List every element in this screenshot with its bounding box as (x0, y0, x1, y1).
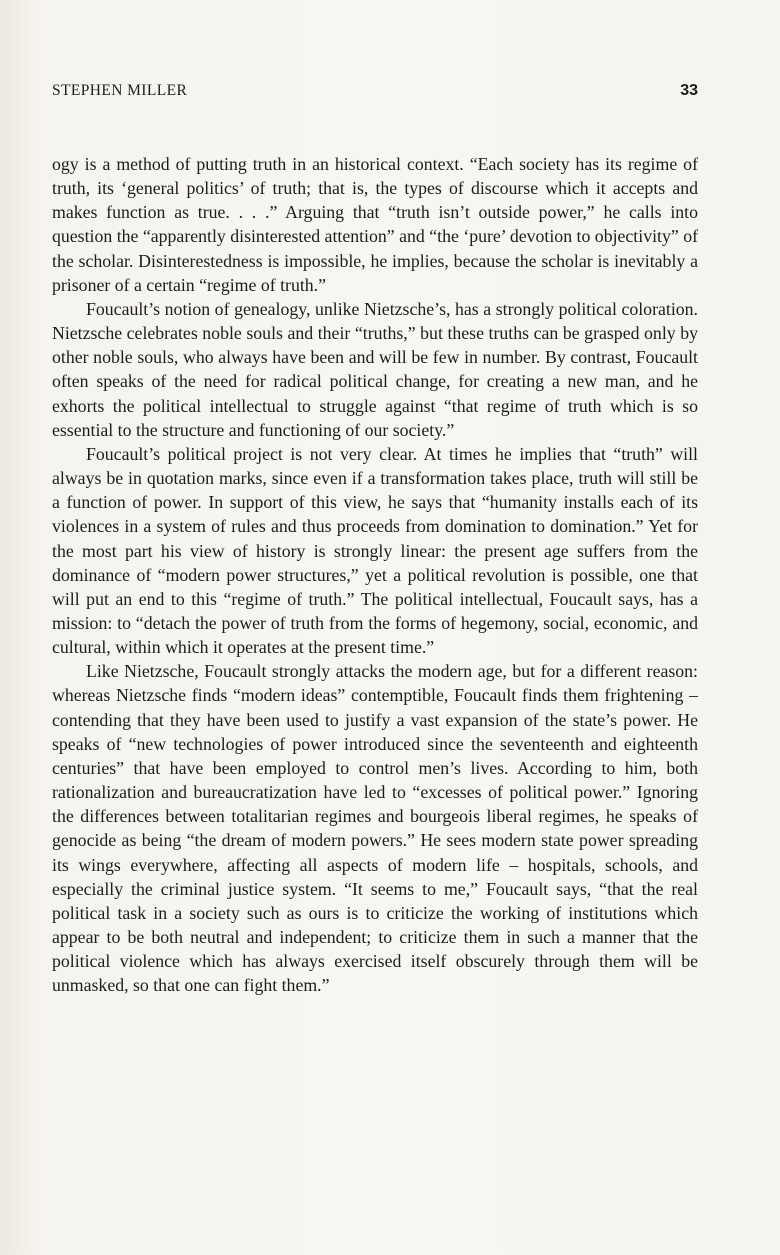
paragraph: Like Nietzsche, Foucault strongly attacks the modern age, but for a different reason: whereas Nietzsche finds “modern ideas” contemptible, Foucault finds them frightening – contending that they have been used to justify a vast expansion of the state’s power. He speaks of “new technologies of power introduced since the seventeenth and eighteenth centuries” that have been employed to control men’s lives. According to him, both rationalization and bureaucratization have led to “excesses of political power.” Ignoring the differences between totalitarian regimes and bourgeois liberal regimes, he speaks of genocide as being “the dream of modern powers.” He sees modern state power spreading its wings everywhere, affecting all aspects of modern life – hospitals, schools, and especially the criminal justice system. “It seems to me,” Foucault says, “that the real political task in a society such as ours is to criticize the working of institutions which appear to be both neutral and independent; to criticize them in such a manner that the political violence which has always exercised itself obscurely through them will be unmasked, so that one can fight them.” (52, 661, 698, 996)
running-head (52, 82, 698, 106)
page-number: 33 (680, 82, 698, 99)
body-text (52, 152, 698, 997)
running-title: STEPHEN MILLER (52, 82, 188, 99)
paragraph: Foucault’s political project is not very clear. At times he implies that “truth” will always be in quotation marks, since even if a transformation takes place, truth will still be a function of power. In support of this view, he says that “humanity installs each of its violences in a system of rules and thus proceeds from domination to domination.” Yet for the most part his view of history is strongly linear: the present age suffers from the dominance of “modern power structures,” yet a political revolution is possible, one that will put an end to this “regime of truth.” The political intellectual, Foucault says, has a mission: to “detach the power of truth from the forms of hegemony, social, economic, and cultural, within which it operates at the present time.” (52, 443, 698, 658)
paragraph: Foucault’s notion of genealogy, unlike Nietzsche’s, has a strongly political coloration. Nietzsche celebrates noble souls and their “truths,” but these truths can be grasped only by other noble souls, who always have been and will be few in number. By contrast, Foucault often speaks of the need for radical political change, for creating a new man, and he exhorts the political intellectual to struggle against “that regime of truth which is so essential to the structure and functioning of our society.” (52, 298, 698, 440)
paragraph: ogy is a method of putting truth in an historical context. “Each society has its regime of truth, its ‘general politics’ of truth; that is, the types of discourse which it accepts and makes function as true. . . .” Arguing that “truth isn’t outside power,” he calls into question the “apparently disinterested attention” and “the ‘pure’ devotion to objectivity” of the scholar. Disinterestedness is impossible, he implies, because the scholar is inevitably a prisoner of a certain “regime of truth.” (52, 154, 699, 295)
